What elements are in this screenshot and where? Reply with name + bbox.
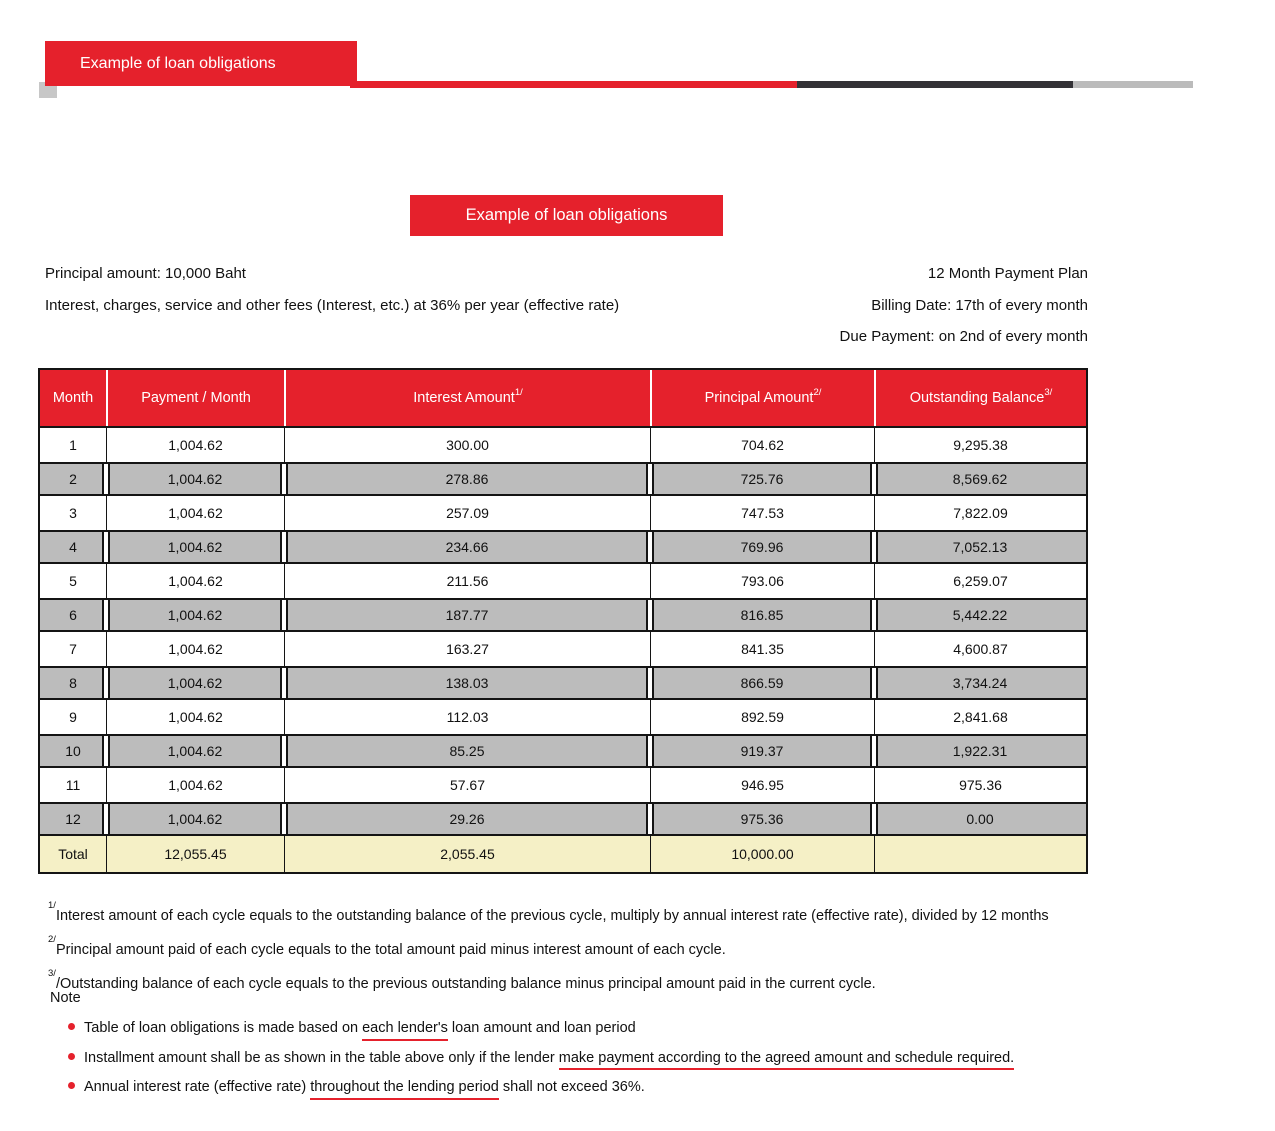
table-cell: 1,004.62 (106, 804, 284, 834)
table-cell: 1 (40, 428, 106, 462)
footnote-1-marker: 1/ (48, 900, 56, 911)
total-interest-cell: 2,055.45 (284, 836, 650, 872)
note-bullet-1 (68, 1014, 1014, 1044)
note-text: shall not exceed 36%. (498, 1079, 645, 1095)
footnote-3-marker: 3/ (48, 967, 56, 979)
table-cell: 9,295.38 (874, 428, 1086, 462)
table-row (40, 462, 1086, 496)
footnote-3 (48, 965, 1049, 999)
table-cell: 919.37 (650, 736, 874, 766)
table-cell: 5 (40, 564, 106, 598)
table-cell: 816.85 (650, 600, 874, 630)
table-cell: 4 (40, 532, 106, 562)
footnote-2 (48, 931, 1049, 965)
table-row (40, 700, 1086, 734)
header-interest (284, 370, 650, 426)
rule-segment-dark (797, 81, 1073, 88)
note-title: Note (50, 990, 81, 1006)
bullet-icon (68, 1082, 75, 1089)
table-cell: 0.00 (874, 804, 1086, 834)
table-cell: 2 (40, 464, 106, 494)
table-row (40, 564, 1086, 598)
table-cell: 11 (40, 768, 106, 802)
note-bullet-2-text (84, 1044, 1014, 1074)
table-cell: 975.36 (650, 804, 874, 834)
table-cell: 8 (40, 668, 106, 698)
table-cell: 1,922.31 (874, 736, 1086, 766)
note-text: Table of loan obligations is made based on (84, 1020, 363, 1036)
table-row (40, 632, 1086, 666)
footnote-2-marker: 2/ (48, 933, 56, 945)
loan-terms-right (840, 258, 1088, 353)
note-list (68, 1014, 1014, 1103)
table-header-row (40, 370, 1086, 428)
title-box-label: Example of loan obligations (465, 206, 668, 224)
header-month (40, 370, 106, 426)
table-cell: 3,734.24 (874, 668, 1086, 698)
table-cell: 1,004.62 (106, 464, 284, 494)
header-principal (650, 370, 874, 426)
table-cell: 211.56 (284, 564, 650, 598)
table-cell: 1,004.62 (106, 496, 284, 530)
table-cell: 1,004.62 (106, 532, 284, 562)
table-cell: 234.66 (284, 532, 650, 562)
table-cell: 866.59 (650, 668, 874, 698)
bullet-icon (68, 1023, 75, 1030)
title-box (410, 195, 723, 236)
table-cell: 1,004.62 (106, 768, 284, 802)
note-underlined-text: throughout the lending period (310, 1079, 499, 1100)
table-row (40, 598, 1086, 632)
table-cell: 769.96 (650, 532, 874, 562)
table-cell: 1,004.62 (106, 428, 284, 462)
table-cell: 892.59 (650, 700, 874, 734)
table-row (40, 802, 1086, 836)
table-cell: 7 (40, 632, 106, 666)
footnote-1-text: Interest amount of each cycle equals to the outstanding balance of the previous cycle, multiply by annual interest rate (effective rate), divided by 12 months (55, 907, 1049, 924)
table-cell: 1,004.62 (106, 564, 284, 598)
table-cell: 187.77 (284, 600, 650, 630)
total-label-cell: Total (40, 836, 106, 872)
table-cell: 704.62 (650, 428, 874, 462)
interest-rate-line: Interest, charges, service and other fees (Interest, etc.) at 36% per year (effective rate) (45, 296, 620, 314)
note-underlined-text: each lender's (362, 1020, 448, 1041)
table-cell: 6,259.07 (874, 564, 1086, 598)
footnotes (48, 897, 1049, 998)
table-cell: 725.76 (650, 464, 874, 494)
table-cell: 1,004.62 (106, 700, 284, 734)
header-label: Month (52, 390, 94, 406)
table-cell: 793.06 (650, 564, 874, 598)
bullet-icon (68, 1053, 75, 1060)
table-body (40, 428, 1086, 836)
table-cell: 138.03 (284, 668, 650, 698)
table-cell: 9 (40, 700, 106, 734)
header-sup: 2/ (813, 386, 822, 398)
note-text: Installment amount shall be as shown in the table above only if the lender (84, 1049, 559, 1066)
table-cell: 975.36 (874, 768, 1086, 802)
note-bullet-3-text (84, 1073, 645, 1103)
table-cell: 7,822.09 (874, 496, 1086, 530)
table-cell: 4,600.87 (874, 632, 1086, 666)
table-cell: 8,569.62 (874, 464, 1086, 494)
table-cell: 1,004.62 (106, 668, 284, 698)
footnote-3-text: /Outstanding balance of each cycle equals to the previous outstanding balance minus principal amount paid in the current cycle. (55, 975, 876, 992)
header-balance (874, 370, 1086, 426)
table-cell: 2,841.68 (874, 700, 1086, 734)
header-label: Principal Amount (704, 390, 814, 406)
table-row (40, 428, 1086, 462)
header-label: Outstanding Balance (909, 390, 1045, 406)
table-cell: 6 (40, 600, 106, 630)
total-payment-cell: 12,055.45 (106, 836, 284, 872)
table-cell: 300.00 (284, 428, 650, 462)
total-principal-cell: 10,000.00 (650, 836, 874, 872)
note-bullet-1-text (84, 1014, 636, 1044)
header-label: Payment / Month (141, 390, 251, 406)
table-cell: 5,442.22 (874, 600, 1086, 630)
loan-table (38, 368, 1088, 874)
table-cell: 946.95 (650, 768, 874, 802)
table-row (40, 666, 1086, 700)
note-bullet-2 (68, 1044, 1014, 1074)
footnote-2-text: Principal amount paid of each cycle equals to the total amount paid minus interest amount of each cycle. (55, 941, 726, 958)
table-cell: 112.03 (284, 700, 650, 734)
note-text: loan amount and loan period (447, 1020, 636, 1036)
table-cell: 257.09 (284, 496, 650, 530)
table-row (40, 496, 1086, 530)
footnote-1 (48, 897, 1049, 931)
decorative-rule (350, 81, 1193, 88)
section-banner-title: Example of loan obligations (80, 54, 276, 72)
rule-segment-light (1073, 81, 1193, 88)
header-label: Interest Amount (413, 390, 515, 406)
table-row (40, 530, 1086, 564)
header-sup: 3/ (1044, 386, 1053, 398)
table-row (40, 768, 1086, 802)
table-cell: 278.86 (284, 464, 650, 494)
header-sup: 1/ (514, 386, 523, 398)
table-cell: 7,052.13 (874, 532, 1086, 562)
table-cell: 1,004.62 (106, 600, 284, 630)
table-cell: 1,004.62 (106, 736, 284, 766)
loan-terms-left (45, 258, 619, 321)
table-cell: 12 (40, 804, 106, 834)
note-text: Annual interest rate (effective rate) (84, 1079, 311, 1095)
billing-date-line: Billing Date: 17th of every month (871, 296, 1088, 314)
section-banner (45, 41, 357, 86)
table-cell: 10 (40, 736, 106, 766)
table-cell: 747.53 (650, 496, 874, 530)
table-row (40, 734, 1086, 768)
table-cell: 841.35 (650, 632, 874, 666)
table-cell: 29.26 (284, 804, 650, 834)
rule-segment-red (350, 81, 797, 88)
table-cell: 85.25 (284, 736, 650, 766)
table-cell: 1,004.62 (106, 632, 284, 666)
principal-amount-line: Principal amount: 10,000 Baht (45, 265, 246, 282)
header-payment (106, 370, 284, 426)
note-bullet-3 (68, 1073, 1014, 1103)
table-cell: 3 (40, 496, 106, 530)
table-total-row (40, 836, 1086, 872)
table-cell: 163.27 (284, 632, 650, 666)
table-cell: 57.67 (284, 768, 650, 802)
note-underlined-text: make payment according to the agreed amount and schedule required. (559, 1050, 1014, 1071)
due-payment-line: Due Payment: on 2nd of every month (839, 328, 1088, 345)
total-balance-cell (874, 836, 1086, 872)
payment-plan-line: 12 Month Payment Plan (927, 265, 1088, 282)
